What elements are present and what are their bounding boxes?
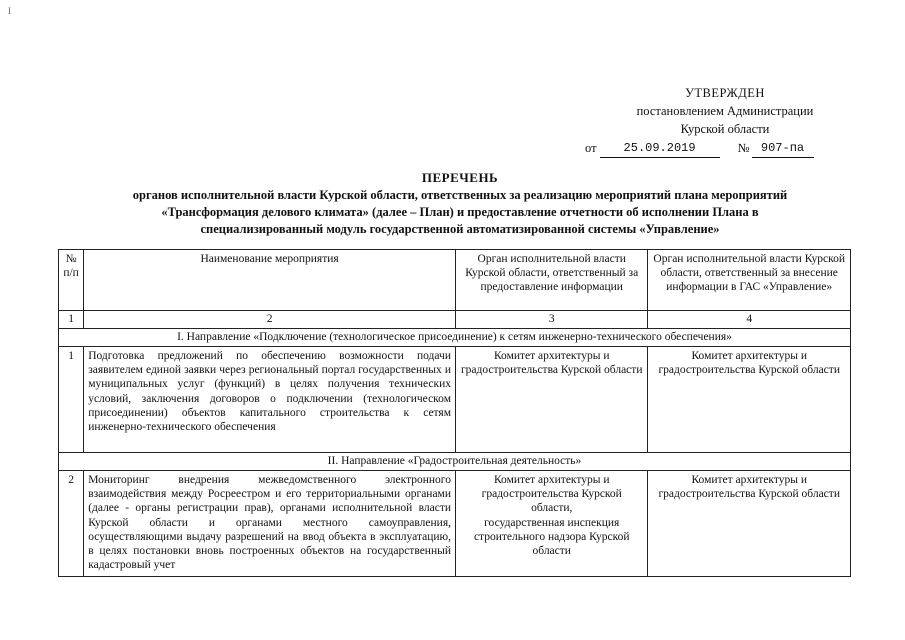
row-number: 1 (59, 347, 84, 453)
header-num: № п/п (59, 250, 84, 311)
header-activity: Наименование мероприятия (84, 250, 456, 311)
table-row (59, 471, 851, 577)
approval-date-line (585, 139, 865, 158)
number-label: № (737, 141, 750, 155)
row-input: Комитет архитектуры и градостроительства Курской области (648, 471, 851, 577)
heading-line-2: «Трансформация делового климата» (далее – План) и предоставление отчетности об исполнении Плана в (161, 205, 759, 219)
row-activity: Мониторинг внедрения межведомственного электронного взаимодействия между Росреестром и его территориальными органами (далее - органы регистрации прав), органами исполнительной власти Курской области и органами местного самоуправления, осуществляющими выдачу разрешений на ввод объекта в эксплуатацию, в целях постановки вновь построенных объектов на государственный кадастровый учет (84, 471, 456, 577)
row-activity: Подготовка предложений по обеспечению возможности подачи заявителем единой заявки через региональный портал государственных и муниципальных услуг (функций) в целях получения технических условий, заключения договоров о подключении (технологическом присоединении) объектов капитального строительства к сетям инженерно-технического обеспечения (84, 347, 456, 453)
section-title-2: II. Направление «Градостроительная деятельность» (59, 453, 851, 471)
scan-mark: I (8, 6, 11, 16)
row-responsible (456, 471, 648, 577)
approval-block (585, 84, 865, 158)
column-number-2: 2 (84, 311, 456, 329)
document-heading (60, 169, 860, 238)
row-responsible: Комитет архитектуры и градостроительства Курской области (456, 347, 648, 453)
section-title-1: I. Направление «Подключение (технологическое присоединение) к сетям инженерно-технического обеспечения» (59, 329, 851, 347)
table-header-row (59, 250, 851, 311)
date-label: от (585, 141, 597, 155)
date-value: 25.09.2019 (600, 139, 720, 158)
header-input: Орган исполнительной власти Курской области, ответственный за внесение информации в ГАС «Управление» (648, 250, 851, 311)
header-responsible: Орган исполнительной власти Курской области, ответственный за предоставление информации (456, 250, 648, 311)
number-value: 907-па (752, 139, 814, 158)
column-number-3: 3 (456, 311, 648, 329)
activities-table (58, 249, 851, 577)
row-input: Комитет архитектуры и градостроительства Курской области (648, 347, 851, 453)
column-number-1: 1 (59, 311, 84, 329)
column-number-4: 4 (648, 311, 851, 329)
approval-line-2: Курской области (680, 122, 770, 136)
table-row (59, 347, 851, 453)
column-numbers-row (59, 311, 851, 329)
section-row-1 (59, 329, 851, 347)
responsible-line-2: государственная инспекция строительного надзора Курской области (473, 516, 630, 558)
approval-line-1: постановлением Администрации (636, 104, 814, 118)
approval-title: УТВЕРЖДЕН (685, 86, 765, 100)
document-title: ПЕРЕЧЕНЬ (421, 170, 499, 185)
heading-line-1: органов исполнительной власти Курской области, ответственных за реализацию мероприятий плана мероприятий (132, 188, 788, 202)
responsible-line-1: Комитет архитектуры и градостроительства Курской области, (481, 474, 622, 515)
section-row-2 (59, 453, 851, 471)
heading-line-3: специализированный модуль государственной автоматизированной системы «Управление» (200, 222, 720, 236)
row-number: 2 (59, 471, 84, 577)
